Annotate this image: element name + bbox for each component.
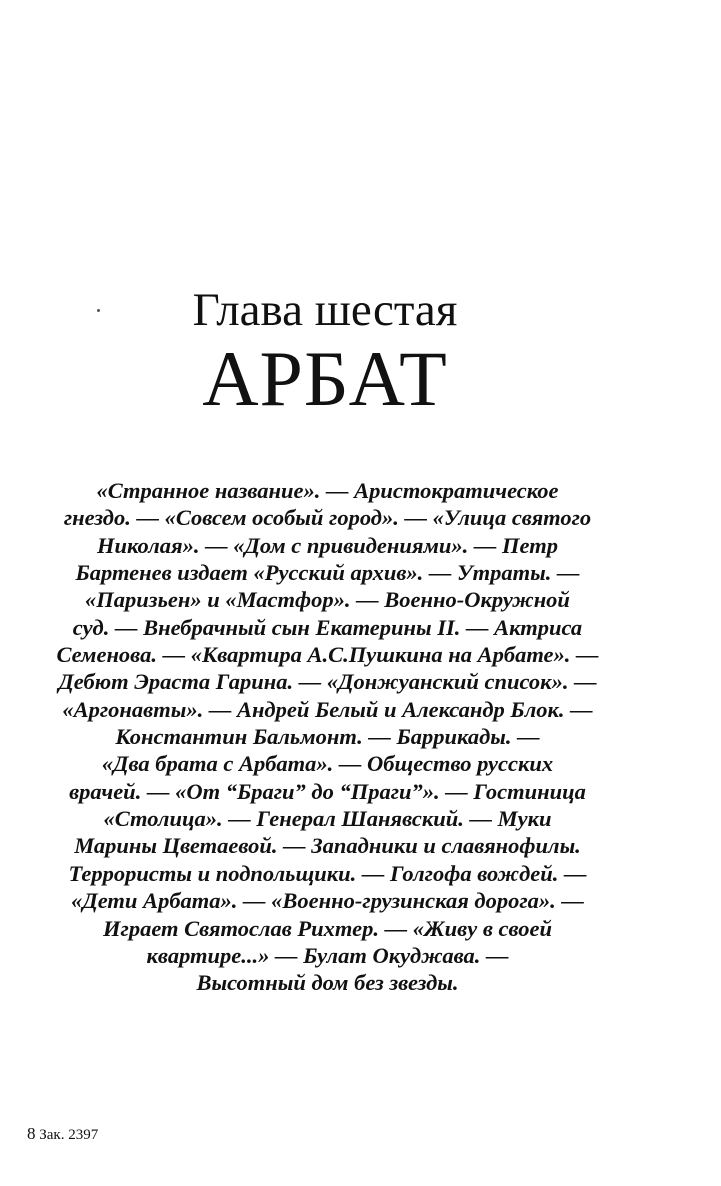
summary-line: Семенова. — «Квартира А.С.Пушкина на Арбате». — bbox=[56, 642, 599, 668]
summary-line: «Аргонавты». — Андрей Белый и Александр Блок. — bbox=[62, 696, 593, 722]
summary-line: Бартенев издает «Русский архив». — Утраты. — bbox=[75, 560, 580, 586]
page-footer bbox=[27, 1125, 98, 1144]
chapter-summary bbox=[40, 477, 615, 997]
summary-line: «Паризьен» и «Мастфор». — Военно-Окружной bbox=[85, 587, 570, 613]
summary-line: врачей. — «От “Браги” до “Праги”». — Гостиница bbox=[69, 778, 586, 804]
summary-line: Николая». — «Дом с привидениями». — Петр bbox=[96, 532, 558, 558]
summary-line: Террористы и подпольщики. — Голгофа вождей. — bbox=[68, 860, 587, 886]
summary-line: «Странное название». — Аристократическое bbox=[96, 478, 559, 503]
summary-line: Играет Святослав Рихтер. — «Живу в своей bbox=[103, 915, 552, 941]
summary-line: Константин Бальмонт. — Баррикады. — bbox=[115, 724, 540, 750]
page-number: 8 bbox=[27, 1124, 36, 1143]
summary-line: Дебют Эраста Гарина. — «Донжуанский список». — bbox=[58, 669, 597, 695]
chapter-number: Глава шестая bbox=[192, 284, 458, 336]
chapter-title: АРБАТ bbox=[202, 335, 448, 422]
summary-line: «Два брата с Арбата». — Общество русских bbox=[101, 751, 554, 777]
summary-line: квартире...» — Булат Окуджава. — bbox=[146, 942, 509, 968]
order-label: Зак. 2397 bbox=[39, 1127, 99, 1143]
summary-line: «Дети Арбата». — «Военно-грузинская дорога». — bbox=[71, 888, 584, 914]
summary-line: Марины Цветаевой. — Западники и славянофилы. bbox=[74, 833, 581, 859]
summary-line: суд. — Внебрачный сын Екатерины II. — Актриса bbox=[72, 614, 583, 640]
summary-line: «Столица». — Генерал Шанявский. — Муки bbox=[103, 806, 552, 832]
summary-line: Высотный дом без звезды. bbox=[196, 970, 459, 996]
summary-line: гнездо. — «Совсем особый город». — «Улица святого bbox=[63, 505, 592, 531]
